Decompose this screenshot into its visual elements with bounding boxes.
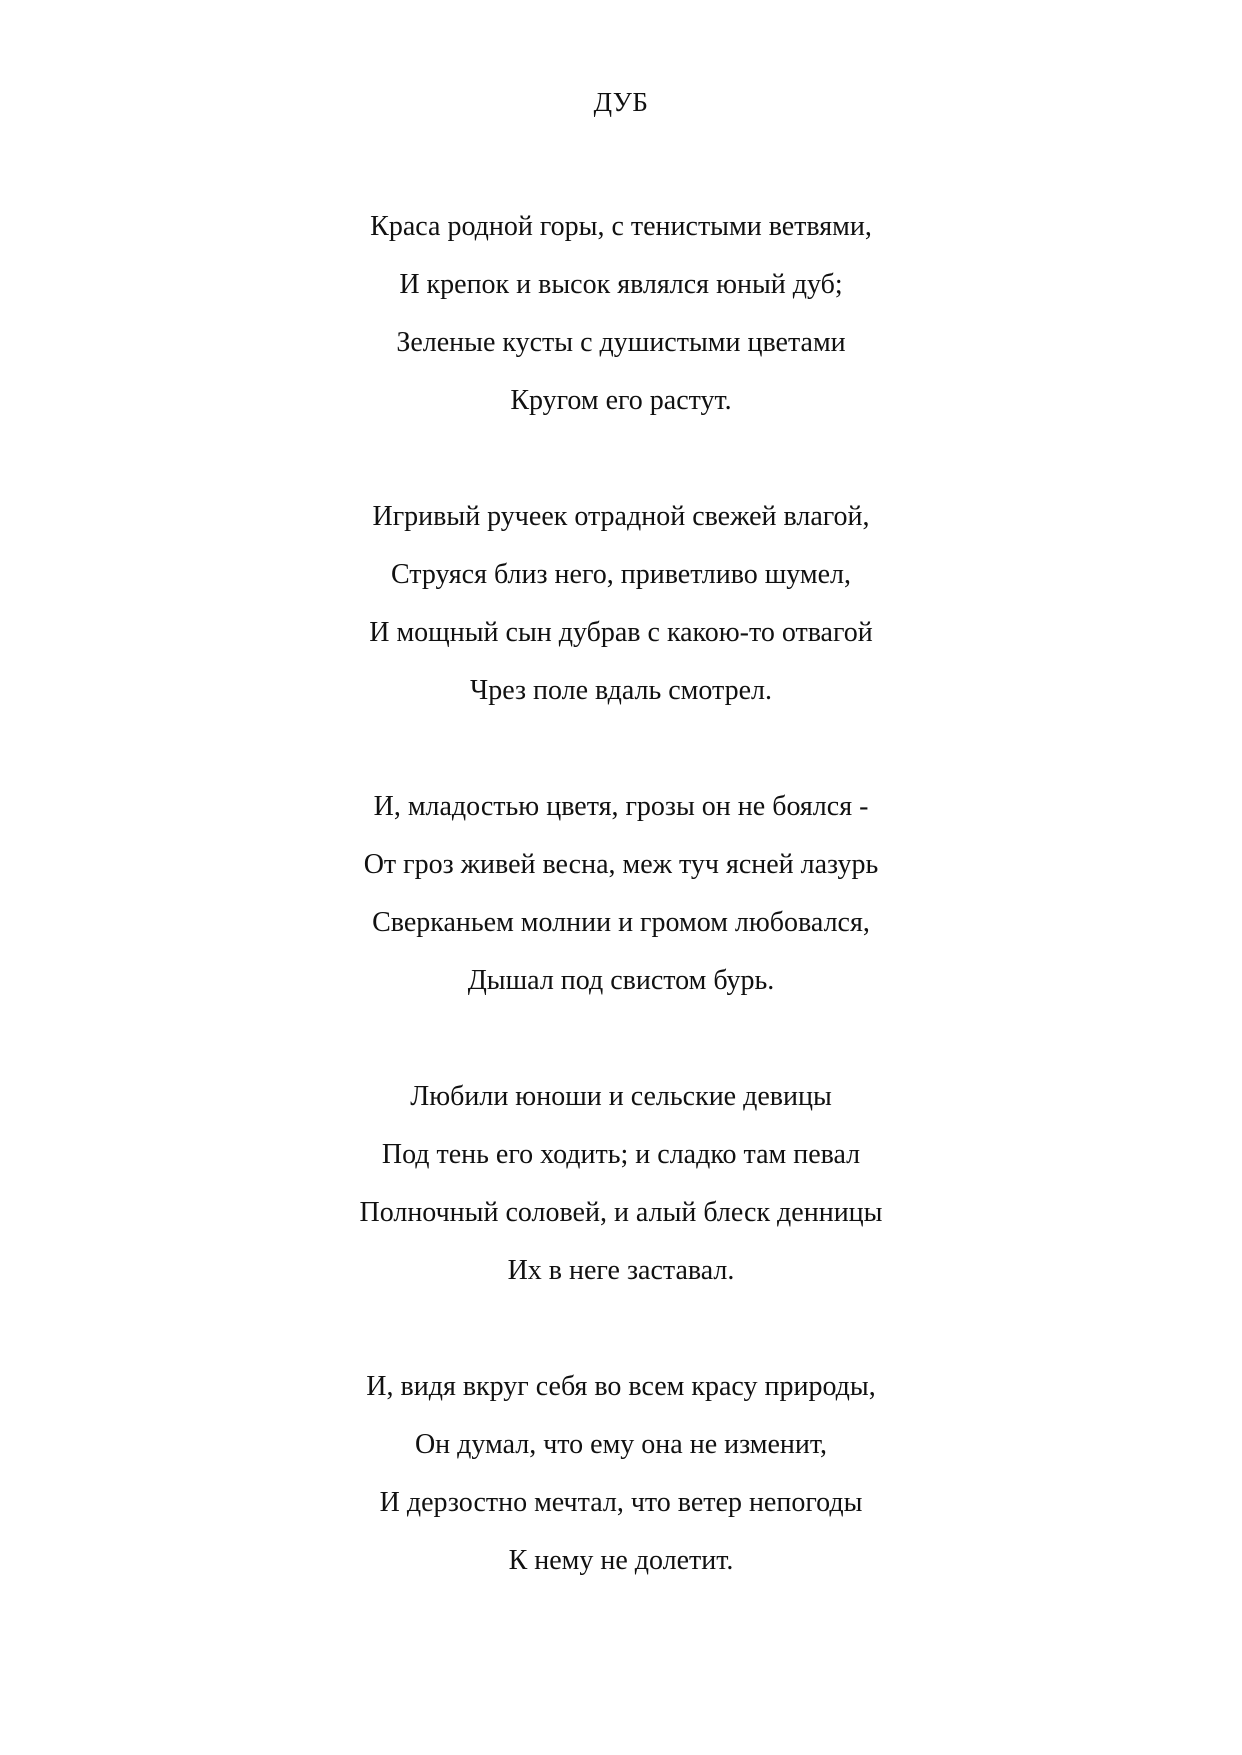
- stanza-4: [0, 1068, 1242, 1300]
- poem-line: Краса родной горы, с тенистыми ветвями,: [370, 211, 872, 242]
- poem-line: Струяся близ него, приветливо шумел,: [390, 559, 852, 590]
- poem-line: И, младостью цветя, грозы он не боялся -: [373, 791, 869, 822]
- poem-line: Кругом его растут.: [510, 385, 732, 416]
- poem-line: И крепок и высок являлся юный дуб;: [399, 269, 843, 300]
- poem-body: [0, 198, 1242, 1648]
- poem-line: От гроз живей весна, меж туч ясней лазурь: [363, 849, 879, 880]
- stanza-2: [0, 488, 1242, 720]
- poem-line: Чрез поле вдаль смотрел.: [470, 675, 772, 706]
- stanza-5: [0, 1358, 1242, 1590]
- poem-line: Он думал, что ему она не изменит,: [414, 1429, 828, 1460]
- poem-line: Их в неге заставал.: [507, 1255, 735, 1286]
- poem-line: Игривый ручеек отрадной свежей влагой,: [372, 501, 870, 532]
- poem-line: Зеленые кусты с душистыми цветами: [396, 327, 846, 358]
- poem-line: Любили юноши и сельские девицы: [410, 1081, 832, 1112]
- stanza-3: [0, 778, 1242, 1010]
- poem-line: И дерзостно мечтал, что ветер непогоды: [379, 1487, 863, 1518]
- poem-line: Сверканьем молнии и громом любовался,: [372, 907, 870, 938]
- stanza-1: [0, 198, 1242, 430]
- poem-line: И, видя вкруг себя во всем красу природы,: [366, 1371, 876, 1402]
- poem-line: К нему не долетит.: [508, 1545, 734, 1576]
- poem-line: Полночный соловей, и алый блеск денницы: [359, 1197, 883, 1228]
- poem-title: ДУБ: [593, 87, 649, 117]
- poem-line: Под тень его ходить; и сладко там певал: [381, 1139, 861, 1170]
- poem-line: Дышал под свистом бурь.: [467, 965, 775, 996]
- poem-line: И мощный сын дубрав с какою-то отвагой: [369, 617, 873, 648]
